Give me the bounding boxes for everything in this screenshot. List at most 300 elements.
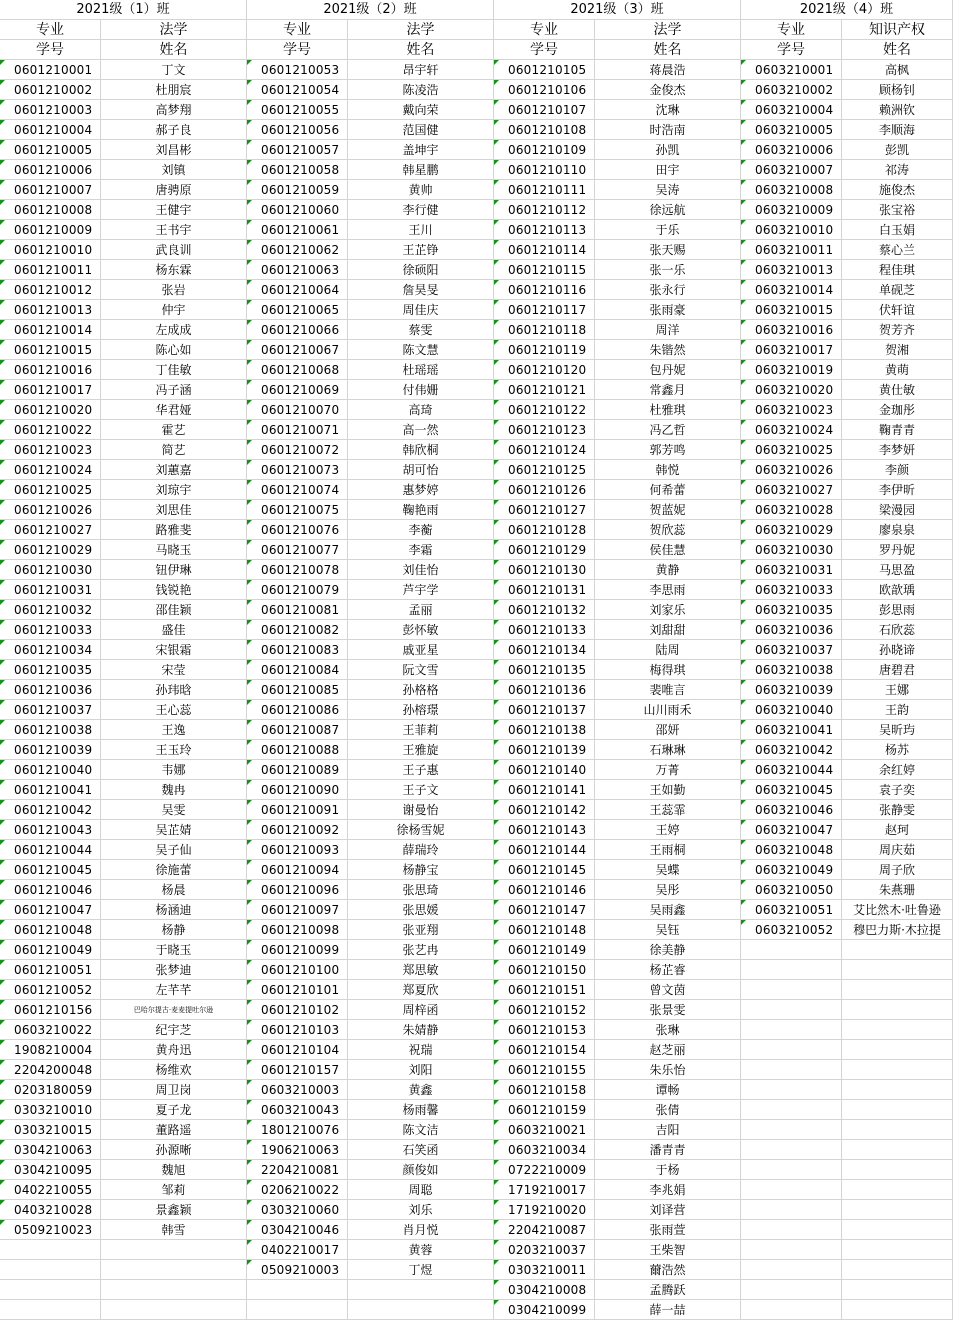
student-name-cell[interactable]: 朱乐怡 — [595, 1060, 741, 1080]
student-id-cell[interactable] — [247, 1240, 348, 1260]
student-name-cell[interactable]: 简艺 — [101, 440, 247, 460]
student-id-cell[interactable] — [741, 1280, 842, 1300]
student-id-cell[interactable] — [0, 1120, 101, 1140]
student-name-cell[interactable]: 孙晓谛 — [842, 640, 953, 660]
student-name-cell[interactable]: 高琦 — [348, 400, 494, 420]
student-id-cell[interactable] — [741, 1200, 842, 1220]
student-id-cell[interactable] — [494, 80, 595, 100]
student-name-cell[interactable]: 黄舟迅 — [101, 1040, 247, 1060]
student-name-cell[interactable]: 曾文茵 — [595, 980, 741, 1000]
student-id-cell[interactable] — [741, 740, 842, 760]
student-id-cell[interactable] — [247, 1220, 348, 1240]
student-name-cell[interactable]: 杨东霖 — [101, 260, 247, 280]
student-name-cell[interactable]: 马晓玉 — [101, 540, 247, 560]
student-name-cell[interactable]: 周佳庆 — [348, 300, 494, 320]
student-name-cell[interactable]: 余红婷 — [842, 760, 953, 780]
student-id-cell[interactable] — [247, 1180, 348, 1200]
student-id-cell[interactable] — [247, 680, 348, 700]
student-name-cell[interactable]: 魏冉 — [101, 780, 247, 800]
student-id-cell[interactable] — [494, 440, 595, 460]
student-id-cell[interactable] — [247, 740, 348, 760]
student-id-cell[interactable] — [494, 1140, 595, 1160]
student-name-cell[interactable]: 杨晨 — [101, 880, 247, 900]
student-id-cell[interactable] — [0, 300, 101, 320]
student-name-cell[interactable]: 彭凯 — [842, 140, 953, 160]
student-name-cell[interactable]: 李梦妍 — [842, 440, 953, 460]
student-name-cell[interactable]: 胡可怡 — [348, 460, 494, 480]
student-id-cell[interactable] — [741, 140, 842, 160]
student-id-cell[interactable] — [741, 320, 842, 340]
student-id-cell[interactable] — [741, 600, 842, 620]
student-name-cell[interactable]: 黄蓉 — [348, 1240, 494, 1260]
student-name-cell[interactable]: 左成成 — [101, 320, 247, 340]
student-name-cell[interactable]: 于杨 — [595, 1160, 741, 1180]
student-name-cell[interactable]: 贺蓝妮 — [595, 500, 741, 520]
student-id-cell[interactable] — [494, 300, 595, 320]
student-id-cell[interactable] — [247, 300, 348, 320]
student-name-cell[interactable]: 徐硕阳 — [348, 260, 494, 280]
student-id-cell[interactable] — [247, 920, 348, 940]
student-id-cell[interactable] — [741, 1060, 842, 1080]
student-name-cell[interactable]: 张艺冉 — [348, 940, 494, 960]
student-name-cell[interactable]: 袁子奕 — [842, 780, 953, 800]
student-id-cell[interactable] — [247, 820, 348, 840]
student-id-cell[interactable] — [741, 560, 842, 580]
student-id-cell[interactable] — [247, 240, 348, 260]
student-name-cell[interactable]: 张思琦 — [348, 880, 494, 900]
student-name-cell[interactable]: 韩欣桐 — [348, 440, 494, 460]
student-id-cell[interactable] — [494, 160, 595, 180]
student-id-cell[interactable] — [741, 1020, 842, 1040]
student-id-cell[interactable] — [494, 1280, 595, 1300]
student-name-cell[interactable]: 李颜 — [842, 460, 953, 480]
student-id-cell[interactable] — [741, 1260, 842, 1280]
student-name-cell[interactable]: 侯佳慧 — [595, 540, 741, 560]
student-id-cell[interactable] — [741, 800, 842, 820]
student-id-cell[interactable] — [494, 220, 595, 240]
student-id-cell[interactable] — [494, 1060, 595, 1080]
student-id-cell[interactable] — [0, 920, 101, 940]
student-name-cell[interactable]: 单砚芝 — [842, 280, 953, 300]
student-name-cell[interactable]: 张景雯 — [595, 1000, 741, 1020]
student-id-cell[interactable] — [741, 280, 842, 300]
student-name-cell[interactable]: 韦娜 — [101, 760, 247, 780]
major-label-cell[interactable]: 专业 — [494, 20, 595, 40]
student-id-cell[interactable] — [741, 980, 842, 1000]
student-name-cell[interactable]: 盖坤宇 — [348, 140, 494, 160]
student-name-cell[interactable]: 徐杨雪妮 — [348, 820, 494, 840]
student-id-cell[interactable] — [0, 940, 101, 960]
student-name-cell[interactable]: 张梦迪 — [101, 960, 247, 980]
student-id-cell[interactable] — [494, 1300, 595, 1320]
student-id-cell[interactable] — [494, 500, 595, 520]
student-id-cell[interactable] — [247, 1140, 348, 1160]
student-name-cell[interactable]: 黄静 — [595, 560, 741, 580]
student-id-cell[interactable] — [0, 860, 101, 880]
student-id-cell[interactable] — [247, 100, 348, 120]
student-name-cell[interactable]: 纪宇芝 — [101, 1020, 247, 1040]
student-id-cell[interactable] — [741, 1240, 842, 1260]
student-name-cell[interactable]: 丁佳敏 — [101, 360, 247, 380]
student-id-cell[interactable] — [0, 360, 101, 380]
student-id-cell[interactable] — [741, 480, 842, 500]
student-name-cell[interactable]: 王菲莉 — [348, 720, 494, 740]
student-id-cell[interactable] — [247, 360, 348, 380]
student-name-cell[interactable]: 蒋晨浩 — [595, 60, 741, 80]
student-name-cell[interactable]: 宋银霜 — [101, 640, 247, 660]
student-name-cell[interactable]: 吴钰 — [595, 920, 741, 940]
student-name-cell[interactable]: 陈文慧 — [348, 340, 494, 360]
student-id-cell[interactable] — [494, 580, 595, 600]
student-id-cell[interactable] — [741, 520, 842, 540]
student-id-cell[interactable] — [0, 1080, 101, 1100]
student-name-cell[interactable]: 吉阳 — [595, 1120, 741, 1140]
student-id-cell[interactable] — [0, 1060, 101, 1080]
student-name-cell[interactable]: 吴子仙 — [101, 840, 247, 860]
student-id-cell[interactable] — [741, 640, 842, 660]
student-id-cell[interactable] — [741, 680, 842, 700]
student-name-cell[interactable]: 黄帅 — [348, 180, 494, 200]
student-name-cell[interactable]: 周庆茹 — [842, 840, 953, 860]
student-name-cell[interactable]: 徐美静 — [595, 940, 741, 960]
student-id-cell[interactable] — [494, 920, 595, 940]
student-name-cell[interactable] — [842, 980, 953, 1000]
student-id-cell[interactable] — [741, 80, 842, 100]
student-name-cell[interactable]: 夏子龙 — [101, 1100, 247, 1120]
student-id-cell[interactable] — [0, 480, 101, 500]
student-id-cell[interactable] — [494, 600, 595, 620]
student-id-cell[interactable] — [494, 120, 595, 140]
student-id-cell[interactable] — [0, 160, 101, 180]
student-name-cell[interactable]: 昂宇轩 — [348, 60, 494, 80]
student-name-cell[interactable]: 薾浩然 — [595, 1260, 741, 1280]
student-id-cell[interactable] — [494, 520, 595, 540]
student-id-cell[interactable] — [494, 200, 595, 220]
student-name-cell[interactable]: 刘思佳 — [101, 500, 247, 520]
student-name-cell[interactable]: 吴雯 — [101, 800, 247, 820]
student-id-cell[interactable] — [247, 1120, 348, 1140]
student-name-cell[interactable]: 于晓玉 — [101, 940, 247, 960]
student-name-cell[interactable]: 路雅斐 — [101, 520, 247, 540]
student-name-cell[interactable]: 金俊杰 — [595, 80, 741, 100]
student-id-cell[interactable] — [494, 1200, 595, 1220]
student-name-cell[interactable]: 陈文洁 — [348, 1120, 494, 1140]
student-name-cell[interactable]: 鞠艳雨 — [348, 500, 494, 520]
student-name-cell[interactable]: 唐骋原 — [101, 180, 247, 200]
student-id-cell[interactable] — [0, 60, 101, 80]
student-name-cell[interactable]: 常鑫月 — [595, 380, 741, 400]
student-name-cell[interactable]: 郑夏欣 — [348, 980, 494, 1000]
student-name-cell[interactable]: 杨静宝 — [348, 860, 494, 880]
student-name-cell[interactable]: 黄仕敏 — [842, 380, 953, 400]
student-name-cell[interactable]: 鞠青青 — [842, 420, 953, 440]
major-label-cell[interactable]: 专业 — [741, 20, 842, 40]
student-id-cell[interactable] — [0, 960, 101, 980]
student-id-cell[interactable] — [0, 1020, 101, 1040]
student-name-cell[interactable]: 孙榕璟 — [348, 700, 494, 720]
student-id-cell[interactable] — [494, 860, 595, 880]
student-id-cell[interactable] — [247, 1160, 348, 1180]
student-id-cell[interactable] — [0, 720, 101, 740]
student-id-cell[interactable] — [741, 860, 842, 880]
student-id-cell[interactable] — [494, 700, 595, 720]
student-name-cell[interactable] — [348, 1300, 494, 1320]
student-name-cell[interactable]: 孙格格 — [348, 680, 494, 700]
student-id-cell[interactable] — [494, 560, 595, 580]
student-id-cell[interactable] — [0, 620, 101, 640]
student-id-cell[interactable] — [494, 800, 595, 820]
student-id-cell[interactable] — [247, 700, 348, 720]
student-name-cell[interactable]: 王书宇 — [101, 220, 247, 240]
student-name-cell[interactable]: 王健宇 — [101, 200, 247, 220]
student-name-cell[interactable]: 罗丹妮 — [842, 540, 953, 560]
student-id-cell[interactable] — [0, 800, 101, 820]
student-name-cell[interactable] — [842, 960, 953, 980]
student-name-cell[interactable]: 王玉玲 — [101, 740, 247, 760]
student-id-cell[interactable] — [741, 100, 842, 120]
student-id-cell[interactable] — [494, 260, 595, 280]
class-title[interactable]: 2021级（4）班 — [741, 0, 953, 20]
student-name-cell[interactable]: 张倩 — [595, 1100, 741, 1120]
student-name-cell[interactable]: 孙源晰 — [101, 1140, 247, 1160]
student-name-cell[interactable]: 杨苏 — [842, 740, 953, 760]
student-name-cell[interactable]: 廖泉泉 — [842, 520, 953, 540]
student-name-cell[interactable]: 金珈彤 — [842, 400, 953, 420]
student-name-cell[interactable]: 王韵 — [842, 700, 953, 720]
student-name-cell[interactable]: 刘蕙嘉 — [101, 460, 247, 480]
column-header-value-cell[interactable]: 姓名 — [842, 40, 953, 60]
student-id-cell[interactable] — [0, 220, 101, 240]
student-name-cell[interactable]: 裴唯言 — [595, 680, 741, 700]
student-id-cell[interactable] — [494, 100, 595, 120]
student-id-cell[interactable] — [0, 540, 101, 560]
student-name-cell[interactable]: 刘镇 — [101, 160, 247, 180]
student-name-cell[interactable]: 邵妍 — [595, 720, 741, 740]
student-name-cell[interactable]: 吴蝶 — [595, 860, 741, 880]
student-name-cell[interactable]: 王柴智 — [595, 1240, 741, 1260]
student-name-cell[interactable]: 刘琼宇 — [101, 480, 247, 500]
student-id-cell[interactable] — [494, 1260, 595, 1280]
student-name-cell[interactable]: 丁文 — [101, 60, 247, 80]
student-name-cell[interactable]: 薛一喆 — [595, 1300, 741, 1320]
student-id-cell[interactable] — [247, 1300, 348, 1320]
student-id-cell[interactable] — [494, 740, 595, 760]
student-id-cell[interactable] — [247, 220, 348, 240]
student-name-cell[interactable]: 张岩 — [101, 280, 247, 300]
student-name-cell[interactable]: 施俊杰 — [842, 180, 953, 200]
student-id-cell[interactable] — [0, 440, 101, 460]
student-name-cell[interactable]: 贺湘 — [842, 340, 953, 360]
student-name-cell[interactable] — [842, 1120, 953, 1140]
student-name-cell[interactable]: 朱燕珊 — [842, 880, 953, 900]
student-id-cell[interactable] — [247, 940, 348, 960]
student-name-cell[interactable]: 伏轩谊 — [842, 300, 953, 320]
class-title[interactable]: 2021级（1）班 — [0, 0, 247, 20]
student-name-cell[interactable] — [842, 1200, 953, 1220]
student-id-cell[interactable] — [494, 1020, 595, 1040]
student-id-cell[interactable] — [494, 840, 595, 860]
student-id-cell[interactable] — [247, 140, 348, 160]
student-id-cell[interactable] — [494, 1180, 595, 1200]
student-id-cell[interactable] — [494, 820, 595, 840]
student-name-cell[interactable]: 周梓函 — [348, 1000, 494, 1020]
student-name-cell[interactable]: 王婷 — [595, 820, 741, 840]
student-id-cell[interactable] — [741, 180, 842, 200]
student-name-cell[interactable]: 刘家乐 — [595, 600, 741, 620]
student-id-cell[interactable] — [741, 460, 842, 480]
student-name-cell[interactable]: 王芷铮 — [348, 240, 494, 260]
student-name-cell[interactable]: 邹莉 — [101, 1180, 247, 1200]
student-id-cell[interactable] — [741, 660, 842, 680]
student-name-cell[interactable] — [842, 940, 953, 960]
student-id-cell[interactable] — [0, 420, 101, 440]
student-name-cell[interactable]: 包丹妮 — [595, 360, 741, 380]
student-name-cell[interactable]: 陈心如 — [101, 340, 247, 360]
student-id-cell[interactable] — [0, 680, 101, 700]
student-name-cell[interactable]: 戚亚星 — [348, 640, 494, 660]
student-name-cell[interactable]: 王子文 — [348, 780, 494, 800]
major-value-cell[interactable]: 法学 — [348, 20, 494, 40]
student-id-cell[interactable] — [0, 320, 101, 340]
student-name-cell[interactable]: 贺芳齐 — [842, 320, 953, 340]
student-name-cell[interactable]: 张雨豪 — [595, 300, 741, 320]
student-id-cell[interactable] — [247, 460, 348, 480]
student-id-cell[interactable] — [0, 1040, 101, 1060]
student-id-cell[interactable] — [741, 380, 842, 400]
student-name-cell[interactable]: 刘阳 — [348, 1060, 494, 1080]
student-name-cell[interactable]: 吴昕玙 — [842, 720, 953, 740]
student-id-cell[interactable] — [0, 380, 101, 400]
student-id-cell[interactable] — [741, 820, 842, 840]
student-name-cell[interactable]: 李兆娟 — [595, 1180, 741, 1200]
student-name-cell[interactable]: 王子惠 — [348, 760, 494, 780]
student-id-cell[interactable] — [741, 1100, 842, 1120]
student-id-cell[interactable] — [0, 880, 101, 900]
student-name-cell[interactable]: 艾比然木·吐鲁逊 — [842, 900, 953, 920]
student-name-cell[interactable]: 张亚翔 — [348, 920, 494, 940]
student-name-cell[interactable]: 颜俊如 — [348, 1160, 494, 1180]
student-name-cell[interactable]: 杜瑶瑶 — [348, 360, 494, 380]
student-name-cell[interactable]: 刘乐 — [348, 1200, 494, 1220]
student-id-cell[interactable] — [494, 280, 595, 300]
student-name-cell[interactable]: 王逸 — [101, 720, 247, 740]
student-name-cell[interactable]: 朱婧静 — [348, 1020, 494, 1040]
student-id-cell[interactable] — [741, 700, 842, 720]
student-id-cell[interactable] — [0, 980, 101, 1000]
student-name-cell[interactable]: 左芊芊 — [101, 980, 247, 1000]
student-name-cell[interactable]: 华君娅 — [101, 400, 247, 420]
student-id-cell[interactable] — [741, 840, 842, 860]
student-name-cell[interactable]: 石琳琳 — [595, 740, 741, 760]
student-id-cell[interactable] — [247, 400, 348, 420]
student-name-cell[interactable]: 贺欣蕊 — [595, 520, 741, 540]
student-name-cell[interactable]: 高一然 — [348, 420, 494, 440]
student-name-cell[interactable]: 吴芷婧 — [101, 820, 247, 840]
student-id-cell[interactable] — [741, 240, 842, 260]
student-name-cell[interactable]: 刘甜甜 — [595, 620, 741, 640]
student-name-cell[interactable]: 宋莹 — [101, 660, 247, 680]
student-id-cell[interactable] — [741, 1040, 842, 1060]
student-id-cell[interactable] — [0, 180, 101, 200]
student-id-cell[interactable] — [247, 440, 348, 460]
student-id-cell[interactable] — [741, 1140, 842, 1160]
student-id-cell[interactable] — [0, 340, 101, 360]
student-id-cell[interactable] — [494, 940, 595, 960]
student-id-cell[interactable] — [0, 1260, 101, 1280]
student-id-cell[interactable] — [741, 500, 842, 520]
student-name-cell[interactable]: 李行健 — [348, 200, 494, 220]
student-id-cell[interactable] — [0, 80, 101, 100]
student-name-cell[interactable] — [842, 1060, 953, 1080]
student-id-cell[interactable] — [0, 740, 101, 760]
student-name-cell[interactable] — [348, 1280, 494, 1300]
student-name-cell[interactable]: 唐碧君 — [842, 660, 953, 680]
student-id-cell[interactable] — [494, 360, 595, 380]
student-id-cell[interactable] — [494, 140, 595, 160]
student-id-cell[interactable] — [247, 540, 348, 560]
student-name-cell[interactable]: 万菁 — [595, 760, 741, 780]
student-name-cell[interactable]: 谢曼怡 — [348, 800, 494, 820]
student-id-cell[interactable] — [247, 1080, 348, 1100]
student-id-cell[interactable] — [0, 640, 101, 660]
student-id-cell[interactable] — [0, 780, 101, 800]
student-id-cell[interactable] — [247, 620, 348, 640]
student-id-cell[interactable] — [247, 800, 348, 820]
student-id-cell[interactable] — [494, 1080, 595, 1100]
major-label-cell[interactable]: 专业 — [247, 20, 348, 40]
student-id-cell[interactable] — [494, 1040, 595, 1060]
student-name-cell[interactable] — [842, 1080, 953, 1100]
student-id-cell[interactable] — [494, 540, 595, 560]
student-name-cell[interactable]: 王川 — [348, 220, 494, 240]
student-name-cell[interactable]: 孟腾跃 — [595, 1280, 741, 1300]
student-id-cell[interactable] — [0, 820, 101, 840]
student-id-cell[interactable] — [0, 840, 101, 860]
student-id-cell[interactable] — [0, 660, 101, 680]
student-id-cell[interactable] — [247, 560, 348, 580]
student-name-cell[interactable]: 芦宇学 — [348, 580, 494, 600]
student-name-cell[interactable]: 刘佳怡 — [348, 560, 494, 580]
student-id-cell[interactable] — [741, 400, 842, 420]
student-name-cell[interactable]: 魏旭 — [101, 1160, 247, 1180]
student-id-cell[interactable] — [247, 520, 348, 540]
student-name-cell[interactable] — [842, 1020, 953, 1040]
student-id-cell[interactable] — [247, 180, 348, 200]
student-id-cell[interactable] — [494, 460, 595, 480]
student-id-cell[interactable] — [494, 380, 595, 400]
student-name-cell[interactable]: 杨维欢 — [101, 1060, 247, 1080]
student-name-cell[interactable]: 韩星鹏 — [348, 160, 494, 180]
student-id-cell[interactable] — [494, 60, 595, 80]
student-name-cell[interactable] — [842, 1240, 953, 1260]
student-name-cell[interactable]: 李蘅 — [348, 520, 494, 540]
student-name-cell[interactable]: 张思媛 — [348, 900, 494, 920]
student-name-cell[interactable]: 徐远航 — [595, 200, 741, 220]
column-header-label-cell[interactable]: 学号 — [494, 40, 595, 60]
student-id-cell[interactable] — [741, 360, 842, 380]
student-name-cell[interactable]: 潘青青 — [595, 1140, 741, 1160]
student-id-cell[interactable] — [741, 1080, 842, 1100]
student-name-cell[interactable]: 周卫岗 — [101, 1080, 247, 1100]
student-id-cell[interactable] — [741, 160, 842, 180]
student-id-cell[interactable] — [0, 260, 101, 280]
class-title[interactable]: 2021级（2）班 — [247, 0, 494, 20]
student-id-cell[interactable] — [0, 760, 101, 780]
student-id-cell[interactable] — [741, 440, 842, 460]
student-name-cell[interactable]: 谭畅 — [595, 1080, 741, 1100]
student-id-cell[interactable] — [247, 60, 348, 80]
student-id-cell[interactable] — [741, 900, 842, 920]
